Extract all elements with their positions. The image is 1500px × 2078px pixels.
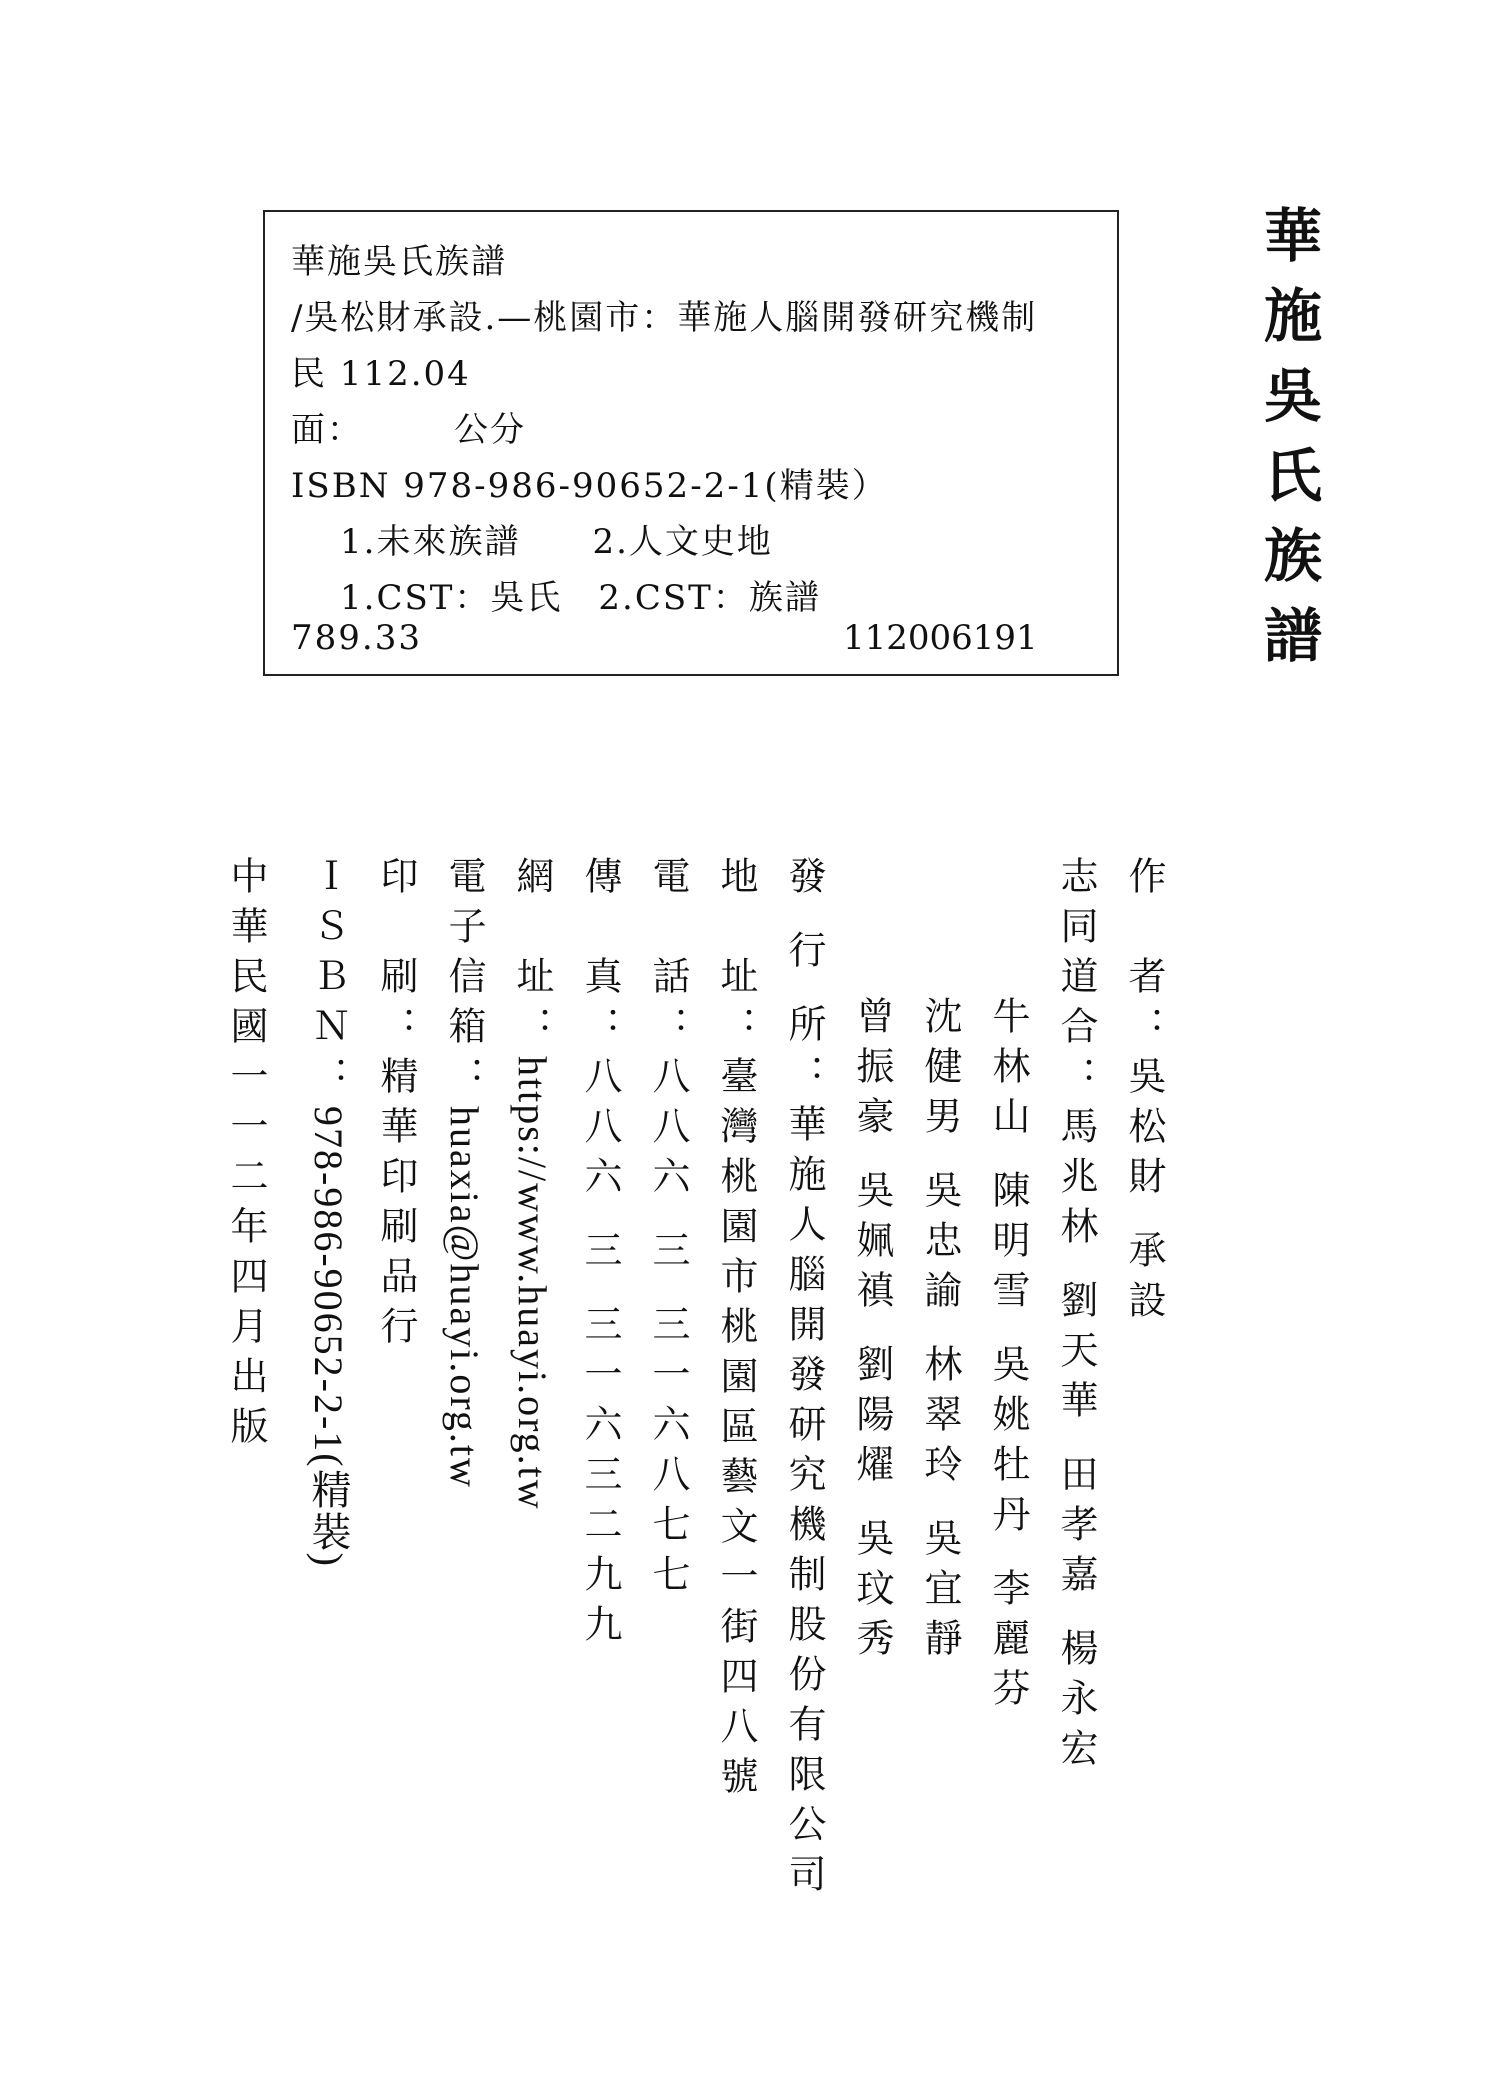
email-label: 電子信箱： xyxy=(442,856,486,1106)
author-value: 吳松財 承設 xyxy=(1122,1056,1166,1331)
colophon-publisher xyxy=(770,856,838,1905)
book-title: 華施吳氏族譜 xyxy=(1254,205,1322,685)
isbn-label: ＩＳＢＮ： xyxy=(306,856,350,1106)
colophon-partners-3 xyxy=(906,856,974,1896)
cip-subjects-1: 1.未來族譜 2.人文史地 xyxy=(340,522,773,562)
colophon-fax xyxy=(566,856,634,1896)
cip-catalog-box xyxy=(263,210,1119,676)
colophon-phone xyxy=(634,856,702,1896)
colophon-email xyxy=(430,856,498,1896)
cip-title: 華施吳氏族譜 xyxy=(291,242,507,282)
fax-value: 八八六 三 三一六三二九九 xyxy=(578,1056,622,1655)
website-value[interactable]: https://www.huayi.org.tw xyxy=(510,1056,555,1511)
cip-responsibility: /吳松財承設.—桃園市：華施人腦開發研究機制 xyxy=(291,298,1038,338)
cip-classification: 789.33 xyxy=(291,618,422,658)
email-value[interactable]: huaxia@huayi.org.tw xyxy=(442,1106,487,1489)
colophon xyxy=(212,856,1178,1905)
cip-date: 民 112.04 xyxy=(291,354,471,394)
printer-label: 印 刷： xyxy=(374,856,418,1056)
colophon-publication-date xyxy=(212,856,280,1896)
colophon-address xyxy=(702,856,770,1896)
column-spacer xyxy=(280,856,294,1896)
phone-value: 八八六 三 三一六八七七 xyxy=(646,1056,690,1605)
colophon-website xyxy=(498,856,566,1896)
publisher-label: 發 行 所： xyxy=(782,856,826,1105)
phone-label: 電 話： xyxy=(646,856,690,1056)
partners-line-4: 曾振豪 吳姵禛 劉陽燿 吳玟秀 xyxy=(850,996,894,1669)
publisher-value: 華施人腦開發研究機制股份有限公司 xyxy=(782,1104,826,1905)
partners-label: 志同道合： xyxy=(1054,856,1098,1106)
cip-subjects-2: 1.CST：吳氏 2.CST：族譜 xyxy=(340,578,821,618)
colophon-author xyxy=(1110,856,1178,1896)
cip-extent: 面： 公分 xyxy=(291,410,526,450)
colophon-partners-4 xyxy=(838,856,906,1896)
colophon-printer xyxy=(362,856,430,1896)
website-label: 網 址： xyxy=(510,856,554,1056)
address-value: 臺灣桃園市桃園區藝文一街四八號 xyxy=(714,1056,758,1806)
colophon-partners xyxy=(1042,856,1110,1896)
partners-line-3: 沈健男 吳忠諭 林翠玲 吳宜靜 xyxy=(918,996,962,1669)
address-label: 地 址： xyxy=(714,856,758,1056)
colophon-partners-2 xyxy=(974,856,1042,1896)
colophon-isbn xyxy=(294,856,362,1896)
partners-line-2: 牛林山 陳明雪 吳姚牡丹 李麗芬 xyxy=(986,996,1030,1719)
partners-line-1: 馬兆林 劉天華 田孝嘉 楊永宏 xyxy=(1054,1106,1098,1779)
author-label: 作 者： xyxy=(1122,856,1166,1056)
printer-value: 精華印刷品行 xyxy=(374,1056,418,1356)
cip-record-number: 112006191 xyxy=(843,618,1038,658)
cip-isbn: ISBN 978-986-90652-2-1(精裝） xyxy=(291,466,888,506)
fax-label: 傳 真： xyxy=(578,856,622,1056)
publication-date: 中華民國一一二年四月出版 xyxy=(224,856,268,1456)
isbn-value: 978-986-90652-2-1(精裝) xyxy=(306,1106,351,1568)
